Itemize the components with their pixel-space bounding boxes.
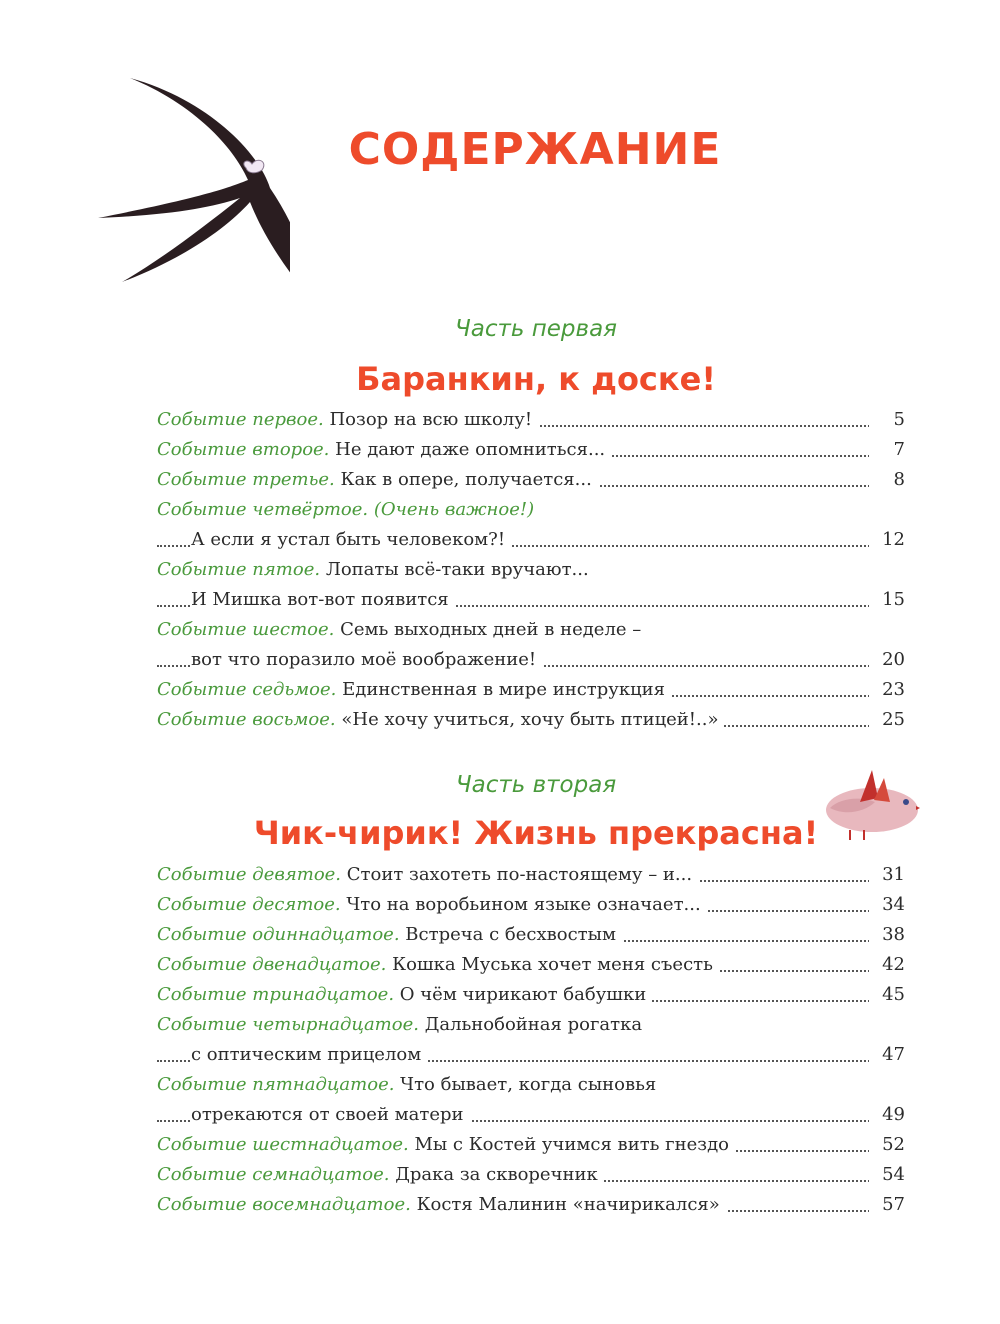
- toc-entry-continuation[interactable]: с оптическим прицелом 47: [157, 1040, 905, 1070]
- toc-entry[interactable]: Событие пятое. Лопаты всё-таки вручают...: [157, 555, 905, 585]
- page-number: 15: [869, 585, 905, 615]
- page-number: 34: [869, 890, 905, 920]
- toc-entry[interactable]: Событие седьмое. Единственная в мире инструкция 23: [157, 675, 905, 705]
- toc-entry[interactable]: Событие третье. Как в опере, получается... 8: [157, 465, 905, 495]
- page-number: 42: [869, 950, 905, 980]
- page-number: 47: [869, 1040, 905, 1070]
- toc-entry[interactable]: Событие одиннадцатое. Встреча с бесхвостым 38: [157, 920, 905, 950]
- page-number: 12: [869, 525, 905, 555]
- toc-entry[interactable]: Событие двенадцатое. Кошка Муська хочет меня съесть 42: [157, 950, 905, 980]
- toc-part-2: [157, 860, 905, 1220]
- page-number: 5: [869, 405, 905, 435]
- page-number: 52: [869, 1130, 905, 1160]
- page-number: 45: [869, 980, 905, 1010]
- part-label-1: Часть первая: [454, 316, 618, 342]
- toc-entry[interactable]: Событие восьмое. «Не хочу учиться, хочу быть птицей!..» 25: [157, 705, 905, 735]
- toc-part-1: [157, 405, 905, 735]
- swallow-icon: [90, 70, 290, 320]
- toc-entry-continuation[interactable]: вот что поразило моё воображение! 20: [157, 645, 905, 675]
- toc-entry[interactable]: Событие четырнадцатое. Дальнобойная рогатка: [157, 1010, 905, 1040]
- page-number: 31: [869, 860, 905, 890]
- toc-entry[interactable]: Событие семнадцатое. Драка за скворечник 54: [157, 1160, 905, 1190]
- page-number: 49: [869, 1100, 905, 1130]
- toc-entry-continuation[interactable]: отрекаются от своей матери 49: [157, 1100, 905, 1130]
- toc-entry[interactable]: Событие пятнадцатое. Что бывает, когда сыновья: [157, 1070, 905, 1100]
- page-number: 23: [869, 675, 905, 705]
- part-title-1: Баранкин, к доске!: [356, 360, 716, 398]
- toc-entry[interactable]: Событие девятое. Стоит захотеть по-настоящему – и... 31: [157, 860, 905, 890]
- toc-entry-continuation[interactable]: А если я устал быть человеком?! 12: [157, 525, 905, 555]
- toc-entry[interactable]: Событие второе. Не дают даже опомниться... 7: [157, 435, 905, 465]
- toc-entry[interactable]: Событие шестое. Семь выходных дней в неделе –: [157, 615, 905, 645]
- page-number: 25: [869, 705, 905, 735]
- page-number: 7: [869, 435, 905, 465]
- toc-entry[interactable]: Событие восемнадцатое. Костя Малинин «начирикался» 57: [157, 1190, 905, 1220]
- toc-entry[interactable]: Событие тринадцатое. О чём чирикают бабушки 45: [157, 980, 905, 1010]
- part-label-2: Часть вторая: [455, 772, 617, 798]
- toc-entry-continuation[interactable]: И Мишка вот-вот появится 15: [157, 585, 905, 615]
- toc-entry[interactable]: Событие десятое. Что на воробьином языке означает... 34: [157, 890, 905, 920]
- part-title-2: Чик-чирик! Жизнь прекрасна!: [253, 814, 819, 852]
- page-number: 8: [869, 465, 905, 495]
- toc-entry[interactable]: Событие четвёртое. (Очень важное!): [157, 495, 905, 525]
- page-title: СОДЕРЖАНИЕ: [348, 124, 722, 175]
- toc-entry[interactable]: Событие шестнадцатое. Мы с Костей учимся вить гнездо 52: [157, 1130, 905, 1160]
- page-number: 38: [869, 920, 905, 950]
- toc-entry[interactable]: Событие первое. Позор на всю школу! 5: [157, 405, 905, 435]
- page-number: 54: [869, 1160, 905, 1190]
- page-number: 57: [869, 1190, 905, 1220]
- page-number: 20: [869, 645, 905, 675]
